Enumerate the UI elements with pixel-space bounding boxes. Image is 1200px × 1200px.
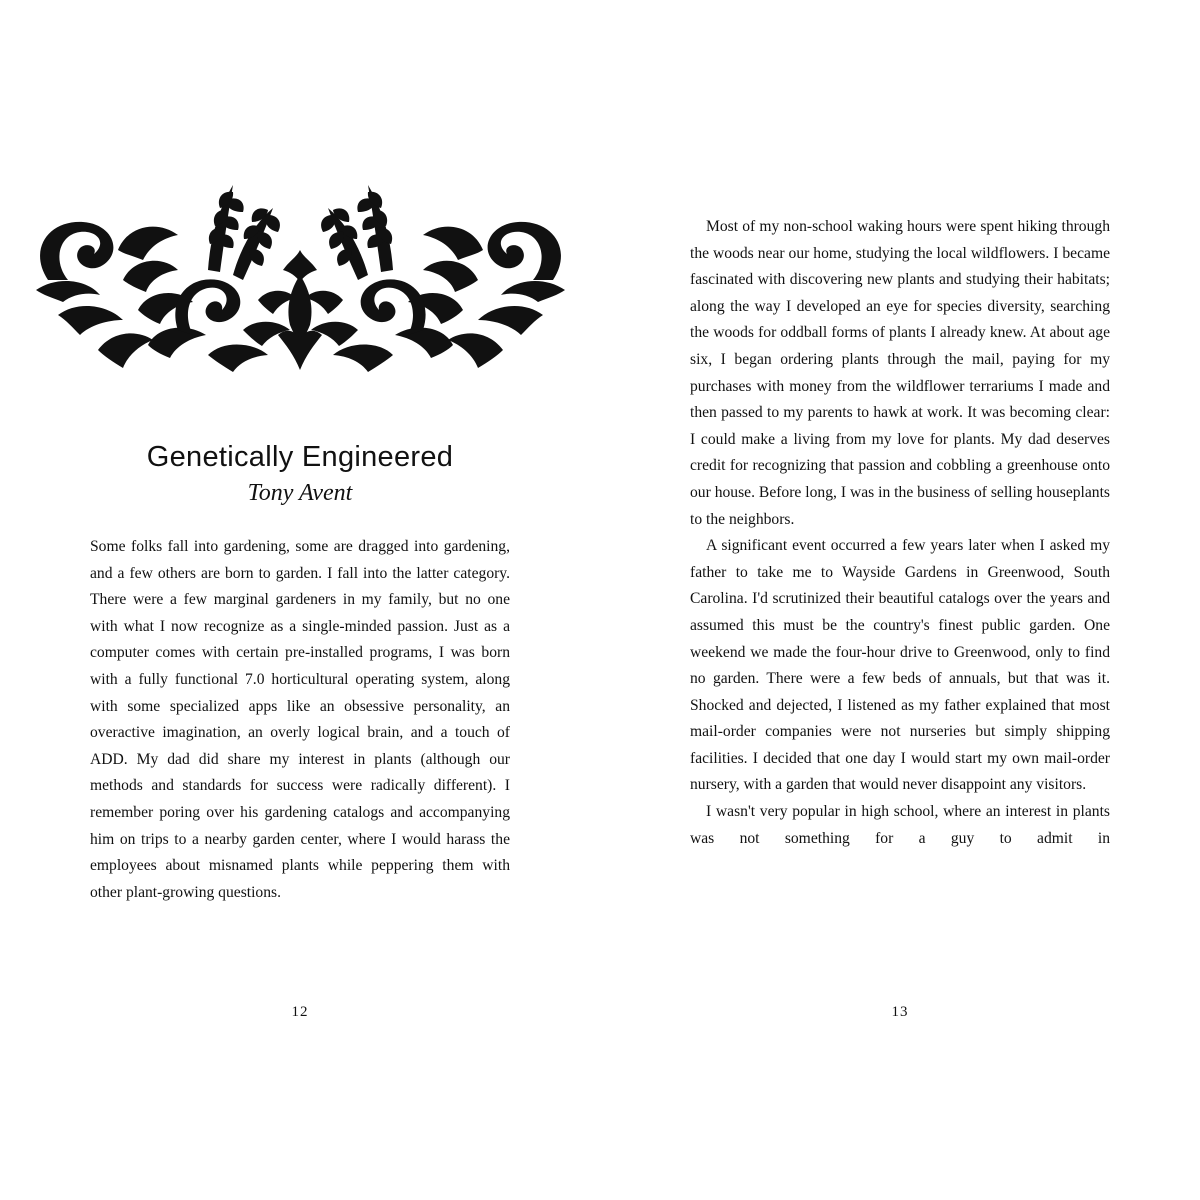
chapter-author: Tony Avent: [247, 480, 353, 506]
page-number-left: 12: [291, 1004, 309, 1020]
chapter-title: Genetically Engineered: [146, 441, 454, 473]
right-page-body: [690, 214, 1110, 852]
paragraph: I wasn't very popular in high school, where an interest in plants was not something for a guy to admit in: [690, 803, 1110, 847]
paragraph: A significant event occurred a few years later when I asked my father to take me to Wayside Gardens in Greenwood, South Carolina. I'd scrutinized their beautiful catalogs over the years and assumed this must be the country's finest public garden. One weekend we made the four-hour drive to Greenwood, only to find no garden. There were a few beds of annuals, but that was it. Shocked and dejected, I listened as my father explained that most mail-order companies were not nurseries but simply shipping facilities. I decided that one day I would start my own mail-order nursery, with a garden that would never disappoint any visitors.: [690, 537, 1110, 794]
paragraph: Most of my non-school waking hours were spent hiking through the woods near our home, studying the local wildflowers. I became fascinated with discovering new plants and studying their habitats; along the way I developed an eye for species diversity, searching the woods for oddball forms of plants I already knew. At about age six, I began ordering plants through the mail, paying for my purchases with money from the wildflower terrariums I made and then passed to my parents to hawk at work. It was becoming clear: I could make a living from my love for plants. My dad deserves credit for recognizing that passion and cobbling a greenhouse onto our house. Before long, I was in the business of selling houseplants to the neighbors.: [690, 218, 1110, 528]
right-page: [600, 0, 1200, 1200]
page-number-right: 13: [891, 1004, 909, 1020]
paragraph: Some folks fall into gardening, some are dragged into gardening, and a few others are born to garden. I fall into the latter category. There were a few marginal gardeners in my family, but no one with what I now recognize as a single-minded passion. Just as a computer comes with certain pre-installed programs, I was born with a fully functional 7.0 horticultural operating system, along with some specialized apps like an obsessive personality, an overactive imagination, an overly logical brain, and a touch of ADD. My dad did share my interest in plants (although our methods and standards for success were radically different). I remember poring over his gardening catalogs and accompanying him on trips to a nearby garden center, where I would harass the employees about misnamed plants while peppering them with other plant-growing questions.: [90, 538, 510, 901]
floral-ornament-icon: [28, 180, 573, 380]
left-page-body: [90, 534, 510, 906]
